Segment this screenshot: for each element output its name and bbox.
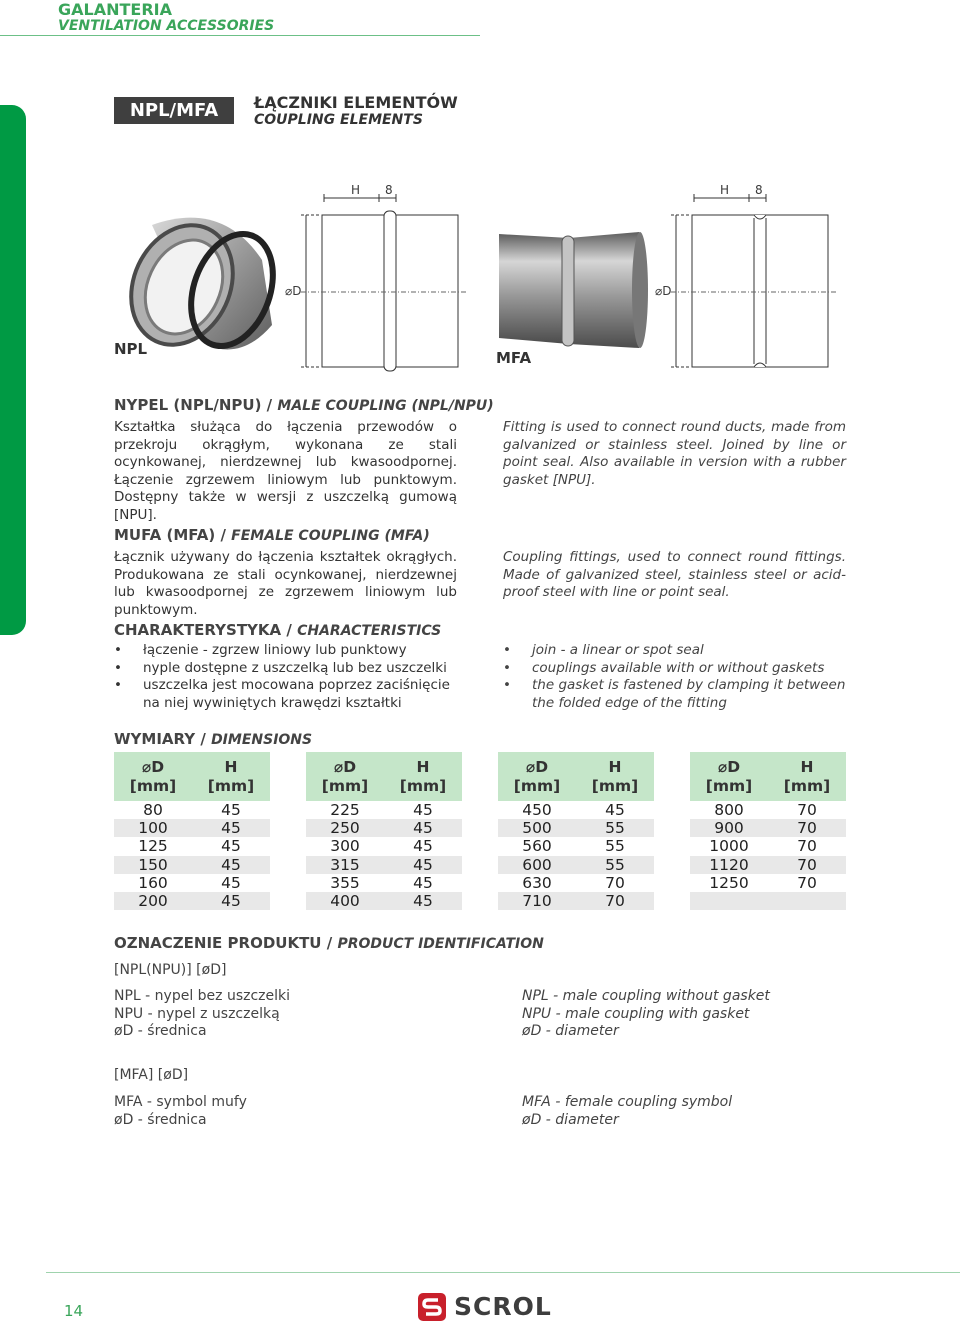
npl-legend-en <box>522 988 770 1041</box>
list-item: • nyple dostępne z uszczelką lub bez uszczelki <box>114 660 457 678</box>
column-header-height: H [mm] <box>768 752 846 801</box>
legend-line: NPU - male coupling with gasket <box>522 1005 750 1022</box>
brand-logo <box>417 1292 552 1322</box>
table-row: 250 45 <box>306 819 462 837</box>
legend-line: MFA - symbol mufy <box>114 1094 247 1110</box>
table-row: 560 55 <box>498 837 654 855</box>
npl-dim-8: 8 <box>385 183 393 197</box>
npl-description-pl: Kształtka służąca do łączenia przewodów o przekroju okrągłym, wykonana ze stali ocynkowanej, nierdzewnej lub kwasoodpornej. Łączenie zgrzewem liniowym lub punktowym. Dostępny także w wersji z uszczelką gumową [NPU]. <box>114 419 457 523</box>
table-row: 80 45 <box>114 801 270 819</box>
list-item: • join - a linear or spot seal <box>503 642 846 660</box>
column-header-diameter: ⌀D [mm] <box>690 752 768 801</box>
table-row: 500 55 <box>498 819 654 837</box>
legend-line: øD - diameter <box>522 1023 619 1039</box>
table-row: 315 45 <box>306 856 462 874</box>
table-row: 150 45 <box>114 856 270 874</box>
identification-heading-pl: OZNACZENIE PRODUKTU / <box>114 934 333 952</box>
mfa-heading <box>114 526 430 544</box>
list-item: • couplings available with or without gaskets <box>503 660 846 678</box>
mfa-code-format: [MFA] [øD] <box>114 1067 189 1083</box>
mfa-dim-8: 8 <box>755 183 763 197</box>
list-item: • łączenie - zgrzew liniowy lub punktowy <box>114 642 457 660</box>
column-header-diameter: ⌀D [mm] <box>114 752 192 801</box>
column-header-height: H [mm] <box>576 752 654 801</box>
table-row: 200 45 <box>114 892 270 910</box>
table-row: 300 45 <box>306 837 462 855</box>
mfa-heading-pl: MUFA (MFA) / <box>114 526 226 544</box>
table-row: 160 45 <box>114 874 270 892</box>
dimensions-table-3 <box>498 752 654 910</box>
identification-heading <box>114 934 544 952</box>
characteristics-list-en <box>503 642 846 712</box>
table-row: 100 45 <box>114 819 270 837</box>
npl-code-format: [NPL(NPU)] [øD] <box>114 962 227 978</box>
list-item: • uszczelka jest mocowana poprzez zaciśnięcie na niej wywiniętych krawędzi kształtki <box>114 677 457 712</box>
column-header-height: H [mm] <box>192 752 270 801</box>
npl-description-en: Fitting is used to connect round ducts, made from galvanized or stainless steel. Joined by line or point seal. Also available in version with a rubber gasket [NPU]. <box>503 419 846 488</box>
characteristics-list-pl <box>114 642 457 712</box>
legend-line: øD - średnica <box>114 1023 207 1039</box>
mfa-description-pl: Łącznik używany do łączenia kształtek okrągłych. Produkowana ze stali ocynkowanej, nierdzewnej lub kwasoodpornej ze zgrzewem liniowym lub punktowym. <box>114 549 457 618</box>
legend-line: NPL - nypel bez uszczelki <box>114 988 291 1004</box>
mfa-description-en: Coupling fittings, used to connect round fittings. Made of galvanized steel, stainless steel or acid-proof steel with line or point seal. <box>503 549 846 600</box>
product-code: NPL/MFA <box>114 97 234 124</box>
table-row: 1250 70 <box>690 874 846 892</box>
npl-heading-en: MALE COUPLING (NPL/NPU) <box>277 398 494 414</box>
table-row: 450 45 <box>498 801 654 819</box>
mfa-drawing <box>666 178 838 376</box>
mfa-legend-en <box>522 1094 732 1129</box>
legend-line: MFA - female coupling symbol <box>522 1094 733 1110</box>
mfa-image-label: MFA <box>496 349 532 367</box>
mfa-heading-en: FEMALE COUPLING (MFA) <box>231 528 430 544</box>
identification-heading-en: PRODUCT IDENTIFICATION <box>337 936 544 952</box>
product-title-en: COUPLING ELEMENTS <box>254 112 423 128</box>
table-row: 710 70 <box>498 892 654 910</box>
table-row: 1120 70 <box>690 856 846 874</box>
table-row: 1000 70 <box>690 837 846 855</box>
column-header-diameter: ⌀D [mm] <box>498 752 576 801</box>
npl-dim-d: ⌀D <box>285 284 302 298</box>
table-row <box>690 892 846 910</box>
table-row: 355 45 <box>306 874 462 892</box>
list-item: • the gasket is fastened by clamping it between the folded edge of the fitting <box>503 677 846 712</box>
characteristics-heading-pl: CHARAKTERYSTYKA / <box>114 621 292 639</box>
column-header-height: H [mm] <box>384 752 462 801</box>
table-row: 630 70 <box>498 874 654 892</box>
table-row: 125 45 <box>114 837 270 855</box>
legend-line: øD - diameter <box>522 1111 619 1128</box>
mfa-dim-d: ⌀D <box>655 284 672 298</box>
dimensions-table-1 <box>114 752 270 910</box>
npl-legend-pl <box>114 988 290 1041</box>
dimensions-table-2 <box>306 752 462 910</box>
column-header-diameter: ⌀D [mm] <box>306 752 384 801</box>
characteristics-heading-en: CHARACTERISTICS <box>297 623 442 639</box>
dimensions-heading-en: DIMENSIONS <box>211 732 313 748</box>
npl-dim-h: H <box>351 183 361 197</box>
table-row: 900 70 <box>690 819 846 837</box>
page-number: 14 <box>64 1302 84 1320</box>
npl-image-label: NPL <box>114 340 148 358</box>
legend-line: NPL - male coupling without gasket <box>522 988 770 1004</box>
mfa-dim-h: H <box>720 183 730 197</box>
logo-mark-icon <box>417 1292 447 1322</box>
dimensions-heading-pl: WYMIARY / <box>114 730 206 748</box>
npl-photo <box>112 205 292 355</box>
legend-line: NPU - nypel z uszczelką <box>114 1005 280 1022</box>
legend-line: øD - średnica <box>114 1111 207 1128</box>
mfa-legend-pl <box>114 1094 247 1129</box>
table-row: 600 55 <box>498 856 654 874</box>
section-subtitle: VENTILATION ACCESSORIES <box>58 18 275 34</box>
brand-name: SCROL <box>454 1292 552 1321</box>
npl-drawing <box>296 178 468 376</box>
characteristics-heading <box>114 621 441 639</box>
side-accent-bar <box>0 105 26 635</box>
header-divider <box>0 35 480 36</box>
npl-heading <box>114 396 494 414</box>
table-row: 225 45 <box>306 801 462 819</box>
table-row: 800 70 <box>690 801 846 819</box>
product-title: ŁĄCZNIKI ELEMENTÓW <box>254 93 458 112</box>
dimensions-table-4 <box>690 752 846 910</box>
section-title: GALANTERIA <box>58 0 172 19</box>
footer-divider <box>46 1272 960 1273</box>
mfa-photo <box>494 226 654 351</box>
npl-heading-pl: NYPEL (NPL/NPU) / <box>114 396 273 414</box>
dimensions-heading <box>114 730 312 748</box>
table-row: 400 45 <box>306 892 462 910</box>
